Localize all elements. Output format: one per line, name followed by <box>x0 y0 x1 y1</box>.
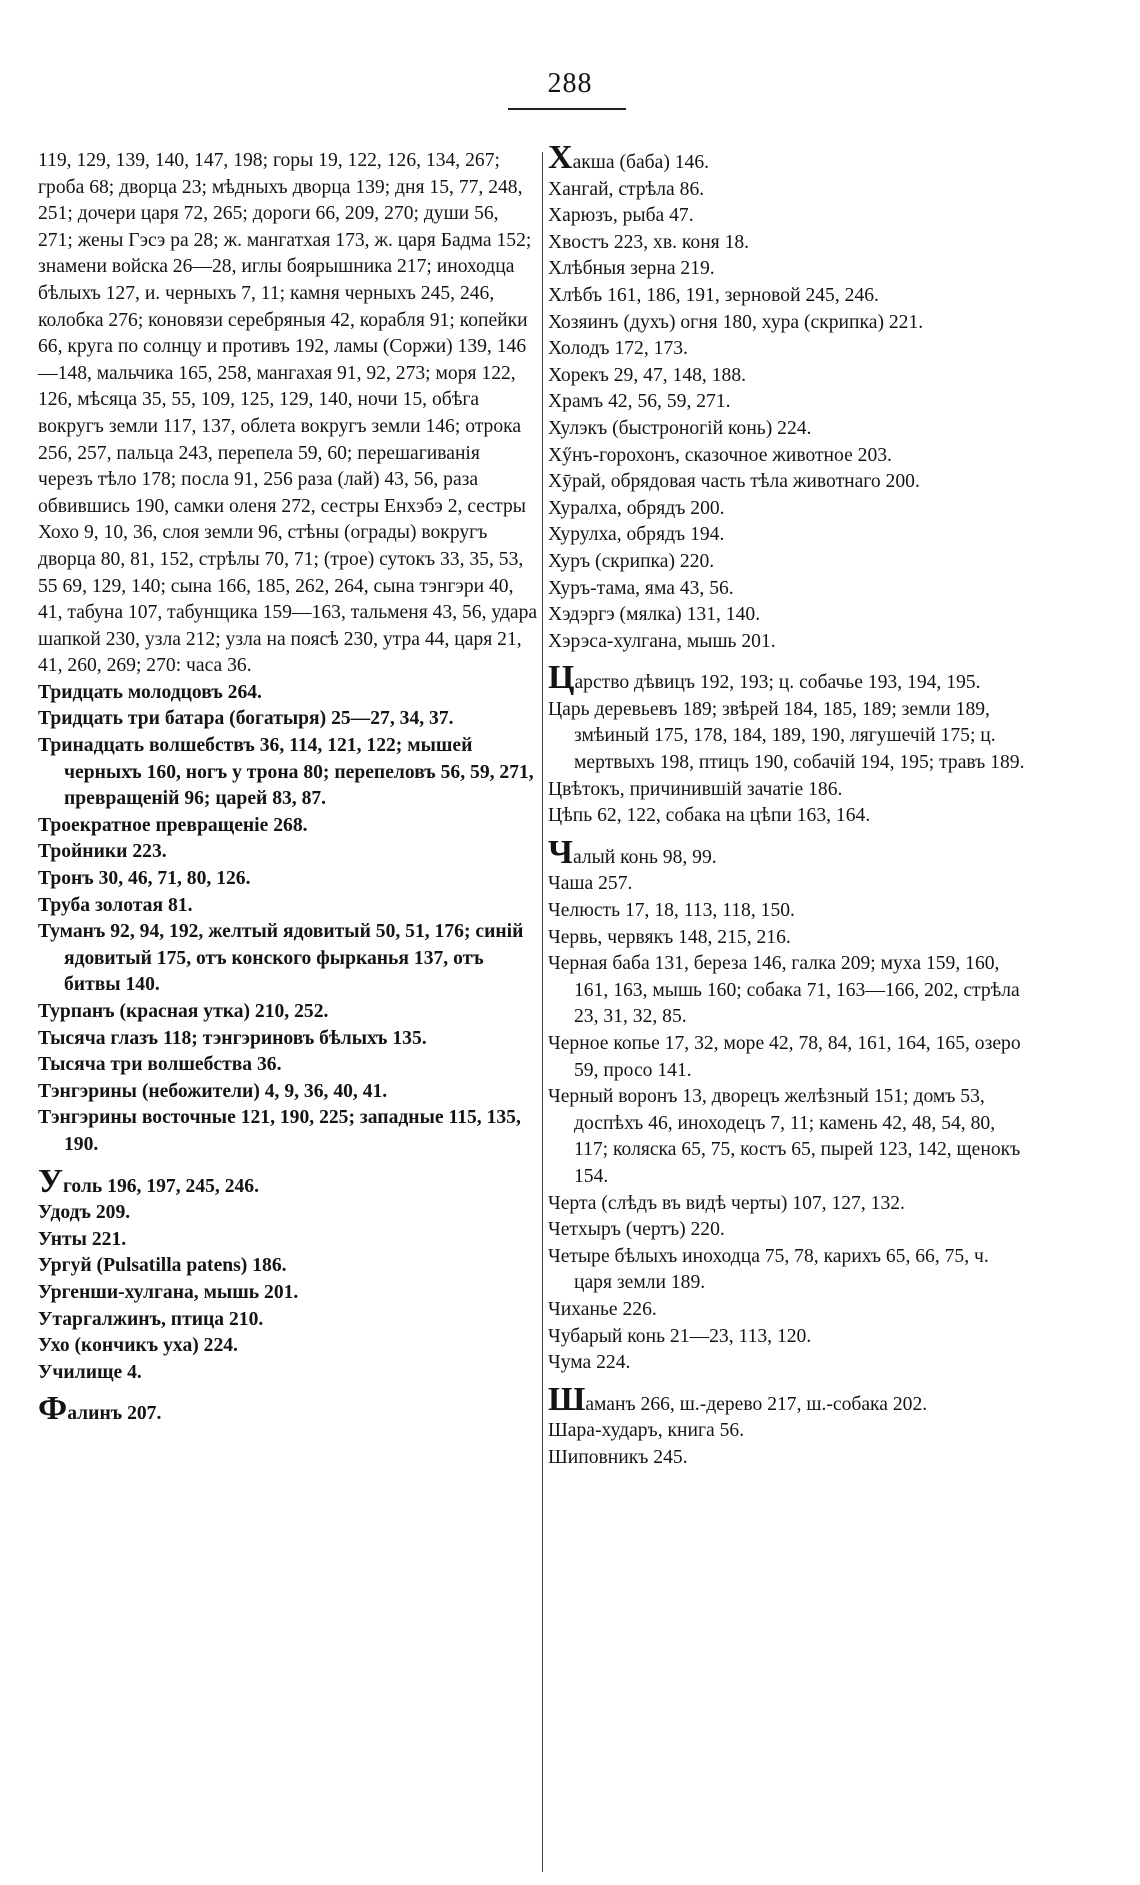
index-entry: Четхыръ (чертъ) 220. <box>548 1219 725 1241</box>
index-entry: Тысяча три волшебства 36. <box>38 1054 282 1076</box>
index-entry: Хангай, стрѣла 86. <box>548 178 705 200</box>
index-entry: Холодъ 172, 173. <box>548 338 688 360</box>
index-entry: Чума 224. <box>548 1352 631 1374</box>
index-entry: Тройники 223. <box>38 841 167 863</box>
index-entry: Унты 221. <box>38 1228 127 1250</box>
entry-text: аманъ 266, ш.-дерево 217, ш.-собака 202. <box>585 1393 928 1415</box>
entry-text: алый конь 98, 99. <box>572 846 717 868</box>
index-entry: Четыре бѣлыхъ иноходца 75, 78, карихъ 65, 66, 75, ч. царя земли 189. <box>548 1245 989 1294</box>
index-entry: Чиханье 226. <box>548 1298 657 1320</box>
section-f-first-entry <box>38 1390 538 1428</box>
index-entry: Тридцать молодцовъ 264. <box>38 681 262 703</box>
index-entry: Тридцать три батара (богатыря) 25—27, 34, 37. <box>38 708 454 730</box>
index-entry: Хуръ (скрипка) 220. <box>548 550 715 572</box>
index-entry: Ургуй (Pulsatilla patens) 186. <box>38 1255 287 1277</box>
entry-text: голь 196, 197, 245, 246. <box>62 1175 260 1197</box>
section-sh-first-entry <box>548 1380 1026 1419</box>
section-initial-f: Ф <box>38 1390 68 1428</box>
column-divider <box>542 152 543 1872</box>
index-entry: Царь деревьевъ 189; звѣрей 184, 185, 189; земли 189, змѣиный 175, 178, 184, 189, 190, лягушечій 175; ц. мертвыхъ 198, птицъ 190, собачій 194, 195; травъ 189. <box>548 698 1025 774</box>
index-entry: Ухо (кончикъ уха) 224. <box>38 1335 238 1357</box>
index-entry: Утаргалжинъ, птица 210. <box>38 1308 264 1330</box>
index-entry: Удодъ 209. <box>38 1202 131 1224</box>
index-entry: Ургенши-хулгана, мышь 201. <box>38 1281 299 1303</box>
section-kh-first-entry <box>548 139 1026 177</box>
index-entry: Турпанъ (красная утка) 210, 252. <box>38 1001 329 1022</box>
index-entry: Хурулха, обрядъ 194. <box>548 524 725 546</box>
index-entry: Тысяча глазъ 118; тэнгэриновъ бѣлыхъ 135. <box>38 1027 427 1049</box>
index-entry: Шиповникъ 245. <box>548 1446 688 1468</box>
index-entry: Хлѣбъ 161, 186, 191, зерновой 245, 246. <box>548 284 879 306</box>
index-entry: Хлѣбныя зерна 219. <box>548 258 715 280</box>
index-entry: Хорекъ 29, 47, 148, 188. <box>548 364 747 386</box>
page-number: 288 <box>547 68 593 99</box>
index-entry: Черта (слѣдъ въ видѣ черты) 107, 127, 132. <box>548 1192 905 1214</box>
index-entry: Шара-хударъ, книга 56. <box>548 1420 745 1442</box>
index-entry: Черная баба 131, береза 146, галка 209; муха 159, 160, 161, 163, мышь 160; собака 71, 163—166, 202, стрѣла 23, 31, 32, 85. <box>548 953 1020 1028</box>
index-entry: Хуралха, обрядъ 200. <box>548 497 725 519</box>
index-entry: Труба золотая 81. <box>38 894 193 916</box>
index-entry: Тринадцать волшебствъ 36, 114, 121, 122; мышей черныхъ 160, ногъ у трона 80; перепеловъ 56, 59, 271, превращеній 96; царей 83, 87. <box>38 735 534 810</box>
section-ch-first-entry <box>548 833 1026 872</box>
page-number-rule <box>508 108 626 110</box>
index-entry: Хэдэргэ (мялка) 131, 140. <box>548 604 761 626</box>
index-entry: Черный воронъ 13, дворецъ желѣзный 151; домъ 53, доспѣхъ 46, иноходецъ 7, 11; камень 42, 48, 54, 80, 117; коляска 65, 75, костъ 65, пырей 123, 142, щенокъ 154. <box>548 1086 1021 1187</box>
index-entry: Троекратное превращеніе 268. <box>38 814 308 836</box>
index-entry: Хӯрай, обрядовая часть тѣла животнаго 200. <box>548 471 920 493</box>
entry-text: арство дѣвицъ 192, 193; ц. собачье 193, 194, 195. <box>574 672 981 694</box>
section-u-first-entry <box>38 1162 538 1201</box>
section-initial-kh: Х <box>548 139 573 176</box>
continuation-entry: 119, 129, 139, 140, 147, 198; горы 19, 122, 126, 134, 267; гроба 68; дворца 23; мѣдныхъ дворца 139; дня 15, 77, 248, 251; дочери царя 72, 265; дороги 66, 209, 270; души 56, 271; жены Гэсэ ра 28; ж. мангатхая 173, ж. царя Бадма 152; знамени войска 26—28, иглы боярышника 217; иноходца бѣлыхъ 127, и. черныхъ 7, 11; камня черныхъ 245, 246, колобка 276; коновязи серебряныя 42, корабля 91; копейки 66, круга по солнцу и противъ 192, ламы (Соржи) 139, 146—148, мальчика 165, 258, мангахая 91, 92, 273; моря 122, 126, мѣсяца 35, 55, 109, 125, 129, 140, ночи 15, обѣга вокругъ земли 117, 137, облета вокругъ земли 146; отрока 256, 257, пальца 243, перепела 59, 60; перешагиванія черезъ тѣло 178; посла 91, 256 раза (лай) 43, 56, раза обвившись 190, самки оленя 272, сестры Енхэбэ 2, сестры Хохо 9, 10, 36, слоя земли 96, стѣны (ограды) вокругъ дворца 80, 81, 152, стрѣлы 70, 71; (трое) сутокъ 33, 35, 53, 55 69, 129, 140; сына 166, 185, 262, 264, сына тэнгэри 40, 41, табуна 107, табунщика 159—163, тальменя 43, 56, удара шапкой 230, узла 212; узла на поясѣ 230, утра 44, царя 21, 41, 260, 269; 270: часа 36. <box>38 150 538 677</box>
section-initial-sh: Ш <box>548 1380 586 1418</box>
index-entry: Храмъ 42, 56, 59, 271. <box>548 391 731 413</box>
index-entry: Чаша 257. <box>548 873 633 895</box>
index-entry: Цѣпь 62, 122, собака на цѣпи 163, 164. <box>548 805 871 827</box>
index-entry: Чубарый конь 21—23, 113, 120. <box>548 1325 812 1347</box>
index-entry: Хвостъ 223, хв. коня 18. <box>548 231 750 253</box>
entry-text: алинъ 207. <box>67 1403 162 1425</box>
index-entry: Хэрэса-хулгана, мышь 201. <box>548 630 776 652</box>
index-entry: Харюзъ, рыба 47. <box>548 205 694 227</box>
section-initial-u: У <box>38 1162 63 1200</box>
index-entry: Тэнгэрины восточные 121, 190, 225; западные 115, 135, 190. <box>38 1107 521 1155</box>
index-entry: Училище 4. <box>38 1361 142 1383</box>
left-column <box>38 148 538 1428</box>
section-ts-first-entry <box>548 659 1026 697</box>
section-initial-ch: Ч <box>548 833 573 871</box>
right-column <box>548 139 1026 1472</box>
index-entry: Туманъ 92, 94, 192, желтый ядовитый 50, 51, 176; синій ядовитый 175, отъ конского фырканья 137, отъ битвы 140. <box>38 921 524 996</box>
section-initial-ts: Ц <box>548 659 575 697</box>
index-entry: Хӳнъ-горохонъ, сказочное животное 203. <box>548 444 892 466</box>
index-entry: Тронъ 30, 46, 71, 80, 126. <box>38 868 251 890</box>
index-entry: Черное копье 17, 32, море 42, 78, 84, 161, 164, 165, озеро 59, просо 141. <box>548 1033 1021 1081</box>
index-entry: Тэнгэрины (небожители) 4, 9, 36, 40, 41. <box>38 1080 388 1102</box>
index-entry: Червь, червякъ 148, 215, 216. <box>548 926 791 948</box>
index-entry: Хуръ-тама, яма 43, 56. <box>548 577 734 599</box>
index-entry: Хулэкъ (быстроногій конь) 224. <box>548 417 812 439</box>
index-entry: Цвѣтокъ, причинившій зачатіе 186. <box>548 778 843 800</box>
index-entry: Хозяинъ (духъ) огня 180, хура (скрипка) 221. <box>548 311 924 333</box>
entry-text: акша (баба) 146. <box>572 152 710 173</box>
index-entry: Челюсть 17, 18, 113, 118, 150. <box>548 900 795 922</box>
